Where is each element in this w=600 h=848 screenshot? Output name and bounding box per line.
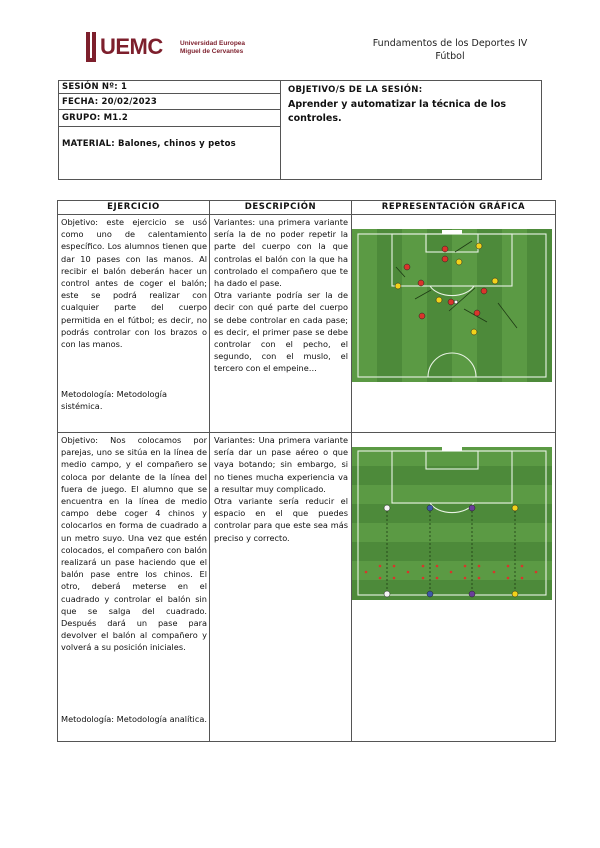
player-white (384, 591, 390, 597)
player-red (419, 313, 425, 319)
row1-exercise-text: Objetivo: este ejercicio se usó como uno de calentamiento específico. Los alumnos tienen que dar 10 pases con las manos. Al recibir el balón deberán hacer un control antes de coger el balón; este se podrá realizar con cualquier parte del cuerpo permitida en el fútbol; es decir, no podrás controlar con los brazos o con las manos. (61, 217, 207, 350)
player-yellow (395, 283, 401, 289)
session-material: MATERIAL: Balones, chinos y petos (62, 139, 236, 149)
player-yellow (476, 243, 482, 249)
column-divider (209, 201, 210, 741)
objective-heading: OBJETIVO/S DE LA SESIÓN: (288, 85, 423, 95)
goal (442, 447, 462, 451)
session-date: FECHA: 20/02/2023 (59, 94, 280, 110)
objective-text: Aprender y automatizar la técnica de los controles. (288, 99, 507, 124)
session-group: GRUPO: M1.2 (59, 110, 280, 127)
exercise1-pitch-diagram (352, 229, 552, 382)
player-purple (469, 591, 475, 597)
player-purple (469, 505, 475, 511)
exercise-table (57, 200, 556, 742)
player-red (404, 264, 410, 270)
row2-methodology: Metodología: Metodología analítica. (61, 714, 207, 724)
uemc-logo (86, 32, 256, 66)
session-number: SESIÓN Nº: 1 (59, 81, 280, 94)
row2-variant-2: Otra variante sería reducir el espacio en el que puedes controlar para que este sea más preciso y correcto. (214, 496, 348, 543)
row-divider (58, 432, 555, 433)
logo-university-line1: Universidad Europea (180, 40, 246, 47)
logo-brand: UEMC (100, 34, 163, 59)
course-title (350, 37, 550, 63)
player-red (481, 288, 487, 294)
player-yellow (492, 278, 498, 284)
row1-variant-2: Otra variante podría ser la de decir con qué parte del cuerpo se debe controlar en cada pase; es decir, el primer pase se debe controlar con el pecho, el segundo, con el muslo, el tercero con el empeine… (214, 290, 348, 374)
logo-university-line2: Miguel de Cervantes (180, 48, 244, 55)
header-description: DESCRIPCIÓN (210, 201, 351, 215)
player-yellow (456, 259, 462, 265)
logo-mark-base (86, 58, 96, 62)
player-red (442, 256, 448, 262)
player-red (418, 280, 424, 286)
player-red (474, 310, 480, 316)
row2-exercise-text: Objetivo: Nos colocamos por parejas, uno se sitúa en la línea de medio campo, y el compañero se coloca por delante de la línea del fuera de juego. El alumno que se encuentra en la línea de medio campo debe coger 4 chinos y colocarlos en forma de cuadrado a un metro suyo. Una vez que estén colocados, el compañero con balón realizará un pase haciendo que el balón pase entre los chinos. El otro, deberá meterse en el cuadrado y controlar el balón sin que se salga del cuadrado. Después dará un pase para devolver el balón al compañero y volverá a su posición iniciales. (61, 435, 207, 653)
row1-variant-1: Variantes: una primera variante sería la de no poder repetir la parte del cuerpo con la que controlas el balón con la que ha controlado el compañero que te ha dado el pase. (214, 217, 348, 289)
course-subject: Fútbol (435, 51, 465, 62)
player-white (384, 505, 390, 511)
logo-university (180, 40, 245, 56)
exercise2-pitch-diagram (352, 447, 552, 600)
ball (454, 300, 458, 304)
header-exercise: EJERCICIO (58, 201, 209, 215)
row2-variant-1: Variantes: Una primera variante sería dar un pase aéreo o que vaya botando; sin embargo, si no tienes mucha experiencia va a resultar muy complicado. (214, 435, 348, 494)
player-yellow (471, 329, 477, 335)
header-graphic: REPRESENTACIÓN GRÁFICA (352, 201, 555, 215)
player-yellow (436, 297, 442, 303)
player-yellow (512, 591, 518, 597)
row1-description (214, 216, 348, 375)
player-yellow (512, 505, 518, 511)
player-red (442, 246, 448, 252)
player-red (448, 299, 454, 305)
row2-description (214, 434, 348, 544)
player-blue (427, 505, 433, 511)
player-blue (427, 591, 433, 597)
goal (442, 230, 462, 234)
row1-methodology: Metodología: Metodología sistémica. (61, 389, 167, 412)
session-info-left (59, 81, 281, 179)
course-name: Fundamentos de los Deportes IV (372, 38, 528, 49)
session-info-box (58, 80, 542, 180)
